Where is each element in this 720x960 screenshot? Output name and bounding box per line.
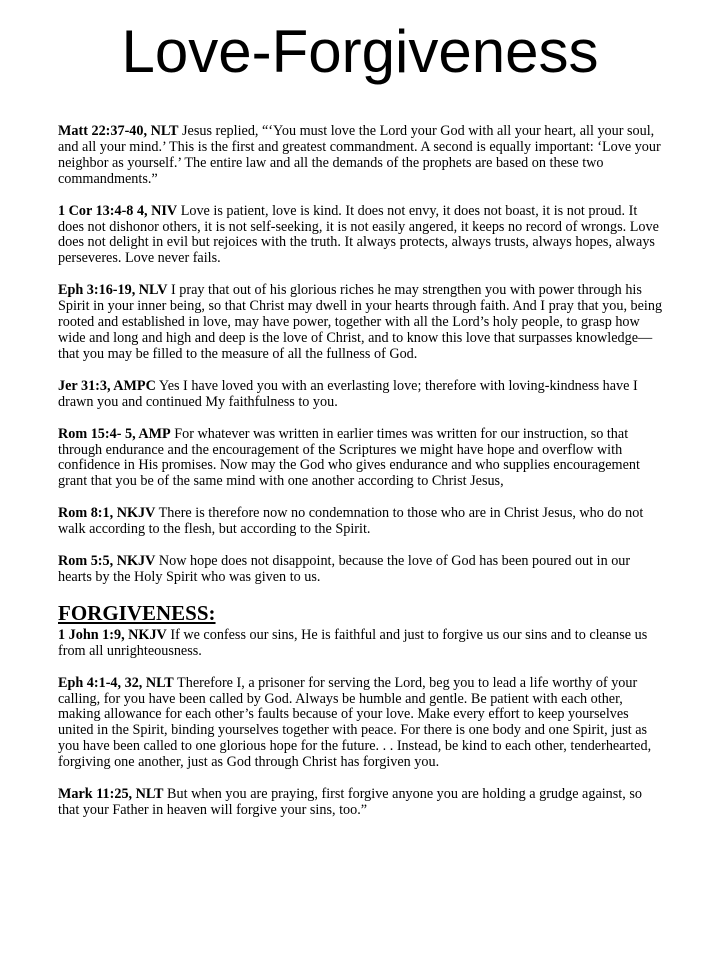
verse-text: For whatever was written in earlier times was written for our instruction, so that through endurance and the encouragement of the Scriptures we might have hope and overflow with confidence in His promises. Now may the God who gives endurance and who supplies encouragement grant that you be of the same mind with one another according to Christ Jesus, <box>58 425 640 490</box>
verse-reference: Rom 8:1, NKJV <box>58 505 156 522</box>
verse-rom-15 <box>58 427 664 491</box>
verse-rom-8 <box>58 506 664 538</box>
verse-reference: Matt 22:37-40, NLT <box>58 123 179 139</box>
verse-reference: Jer 31:3, AMPC <box>58 377 156 394</box>
verse-rom-5 <box>58 554 664 586</box>
verse-reference: Rom 15:4- 5, AMP <box>58 425 171 442</box>
verse-eph-3 <box>58 283 664 363</box>
verse-1-john-1 <box>58 628 664 660</box>
verse-reference: Mark 11:25, NLT <box>58 786 164 803</box>
verse-text: Therefore I, a prisoner for serving the Lord, beg you to lead a life worthy of your calling, for you have been called by God. Always be humble and gentle. Be patient with each other, making allowance for each other’s faults because of your love. Make every effort to keep yourselves united in the Spirit, binding yourselves together with peace. For there is one body and one Spirit, just as you have been called to one glorious hope for the future. . . Instead, be kind to each other, tenderhearted, forgiving one another, just as God through Christ has forgiven you. <box>58 674 652 771</box>
verse-text: If we confess our sins, He is faithful and just to forgive us our sins and to cleanse us from all unrighteousness. <box>58 626 648 659</box>
document-body <box>58 124 664 835</box>
verse-reference: 1 Cor 13:4-8 4, NIV <box>58 202 178 219</box>
verse-text: Yes I have loved you with an everlasting love; therefore with loving-kindness have I drawn you and continued My faithfulness to you. <box>58 377 638 410</box>
verse-reference: Rom 5:5, NKJV <box>58 553 156 570</box>
verse-reference: Eph 4:1-4, 32, NLT <box>58 674 174 691</box>
verse-1-cor-13 <box>58 204 664 268</box>
verse-text: Jesus replied, “‘You must love the Lord your God with all your heart, all your soul, and all your mind.’ This is the first and greatest commandment. A second is equally important: ‘Love your neighbor as yourself.’ The entire law and all the demands of the prophets are based on these two commandments.” <box>58 123 661 187</box>
verse-reference: Eph 3:16-19, NLV <box>58 282 168 299</box>
verse-text: Love is patient, love is kind. It does not envy, it does not boast, it is not proud. It does not dishonor others, it is not self-seeking, it is not easily angered, it keeps no record of wrongs. Love does not delight in evil but rejoices with the truth. It always protects, always trusts, always hopes, always perseveres. Love never fails. <box>58 202 659 267</box>
verse-jer-31 <box>58 379 664 411</box>
page-title: Love-Forgiveness <box>121 18 599 85</box>
verse-matt-22 <box>58 124 664 188</box>
verse-text: But when you are praying, first forgive anyone you are holding a grudge against, so that your Father in heaven will forgive your sins, too.” <box>58 786 642 818</box>
verse-reference: 1 John 1:9, NKJV <box>58 626 167 643</box>
verse-text: There is therefore now no condemnation to those who are in Christ Jesus, who do not walk according to the flesh, but according to the Spirit. <box>58 505 644 538</box>
verse-text: I pray that out of his glorious riches he may strengthen you with power through his Spirit in your inner being, so that Christ may dwell in your hearts through faith. And I pray that you, being rooted and established in love, may have power, together with all the Lord’s holy people, to grasp how wide and long and high and deep is the love of Christ, and to know this love that surpasses knowledge—that you may be filled to the measure of all the fullness of God. <box>58 282 663 362</box>
verse-mark-11 <box>58 787 664 819</box>
verse-eph-4 <box>58 676 664 771</box>
verse-text: Now hope does not disappoint, because the love of God has been poured out in our hearts by the Holy Spirit who was given to us. <box>58 553 631 585</box>
forgiveness-heading: FORGIVENESS: <box>58 600 216 625</box>
